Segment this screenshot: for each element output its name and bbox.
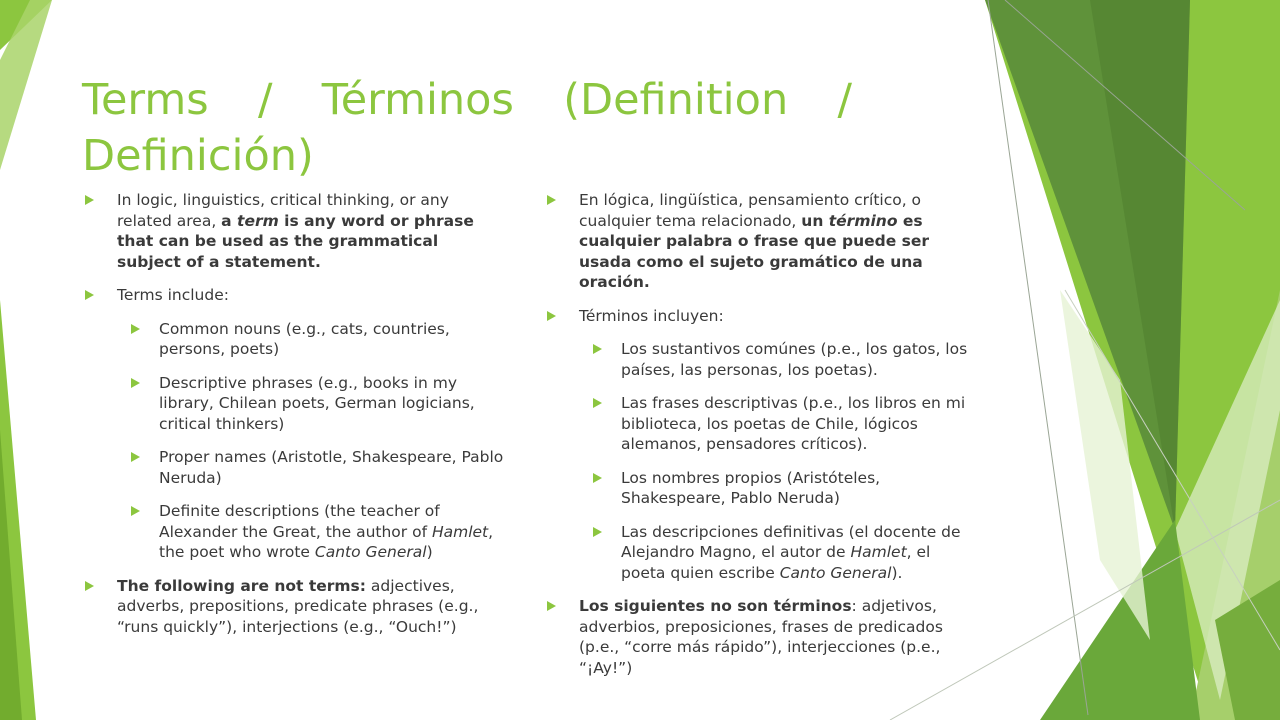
sub-bullet-definite-descriptions-en [80, 501, 505, 563]
bullet-text: En lógica, lingüística, pensamiento crítico, o cualquier tema relacionado, [579, 191, 922, 230]
work-title: Hamlet [850, 543, 907, 561]
triangle-bullet-icon [547, 195, 556, 205]
sub-bullet-text: Las frases descriptivas (p.e., los libros en mi biblioteca, los poetas de Chile, lógicos alemanos, pensadores críticos). [621, 394, 966, 453]
sub-bullet-proper-names-en [80, 447, 505, 488]
term-emphasis: término [828, 211, 898, 230]
triangle-bullet-icon [547, 601, 556, 611]
sub-bullet-proper-names-es [542, 468, 972, 509]
bullet-text: In logic, linguistics, critical thinking, or any related area, [117, 191, 449, 230]
spanish-column [542, 190, 972, 691]
bullet-text: : adjetivos, adverbios, preposiciones, frases de predicados (p.e., “corre más rápido”), interjecciones (p.e., “¡Ay!”) [579, 597, 943, 677]
bullet-text: Términos incluyen: [579, 306, 724, 325]
sub-bullet-descriptive-phrases-en [80, 373, 505, 435]
bullet-terms-include-es [542, 306, 972, 327]
bullet-text-bold: The following are not terms: [117, 576, 366, 595]
work-title: Canto General [314, 543, 427, 561]
bullet-not-terms-en [80, 576, 505, 638]
bullet-text-bold: is any word or phrase that can be used as the grammatical subject of a statement. [117, 211, 474, 271]
sub-bullet-descriptive-phrases-es [542, 393, 972, 455]
sub-bullet-text: ). [891, 563, 903, 582]
triangle-bullet-icon [593, 527, 602, 537]
bullet-text-bold: a [221, 211, 238, 230]
triangle-bullet-icon [593, 473, 602, 483]
sub-bullet-text: Proper names (Aristotle, Shakespeare, Pablo Neruda) [159, 448, 504, 487]
triangle-bullet-icon [593, 398, 602, 408]
bullet-term-definition-es [542, 190, 972, 293]
english-column [80, 190, 505, 650]
sub-bullet-text: Descriptive phrases (e.g., books in my library, Chilean poets, German logicians, critical thinkers) [159, 373, 475, 433]
sub-bullet-text: , el poeta quien escribe [621, 543, 931, 582]
triangle-bullet-icon [131, 506, 140, 516]
triangle-bullet-icon [131, 378, 140, 388]
triangle-bullet-icon [547, 311, 556, 321]
bullet-term-definition-en [80, 190, 505, 272]
sub-bullet-definite-descriptions-es [542, 522, 972, 584]
bullet-text: adjectives, adverbs, prepositions, predicate phrases (e.g., “runs quickly”), interjections (e.g., “Ouch!”) [117, 576, 479, 636]
triangle-bullet-icon [593, 344, 602, 354]
sub-bullet-common-nouns-en [80, 319, 505, 360]
bullet-text: Terms include: [117, 286, 229, 304]
triangle-bullet-icon [85, 195, 94, 205]
sub-bullet-text: Los sustantivos comúnes (p.e., los gatos, los países, las personas, los poetas). [621, 340, 968, 379]
sub-bullet-text: Common nouns (e.g., cats, countries, persons, poets) [159, 319, 450, 358]
bullet-text-bold: Los siguientes no son términos [579, 597, 852, 615]
triangle-bullet-icon [85, 290, 94, 300]
bullet-text-bold: es cualquier palabra o frase que puede ser usada como el sujeto gramático de una oración. [579, 211, 930, 291]
sub-bullet-text: Las descripciones definitivas (el docente de Alejandro Magno, el autor de [621, 522, 961, 561]
sub-bullet-text: , the poet who wrote [159, 522, 494, 561]
work-title: Hamlet [431, 522, 489, 541]
sub-bullet-text: Definite descriptions (the teacher of Alexander the Great, the author of [159, 502, 440, 541]
sub-bullet-common-nouns-es [542, 339, 972, 380]
triangle-bullet-icon [131, 324, 140, 334]
bullet-terms-include-en [80, 285, 505, 306]
sub-bullet-text: Los nombres propios (Aristóteles, Shakespeare, Pablo Neruda) [621, 468, 881, 507]
term-emphasis: term [237, 211, 279, 230]
bullet-text-bold: un [801, 211, 829, 230]
work-title: Canto General [779, 563, 892, 582]
triangle-bullet-icon [131, 452, 140, 462]
triangle-bullet-icon [85, 581, 94, 591]
slide-title: Terms / Términos (Definition / Definición) [82, 75, 852, 181]
sub-bullet-text: ) [426, 543, 433, 561]
bullet-not-terms-es [542, 596, 972, 678]
